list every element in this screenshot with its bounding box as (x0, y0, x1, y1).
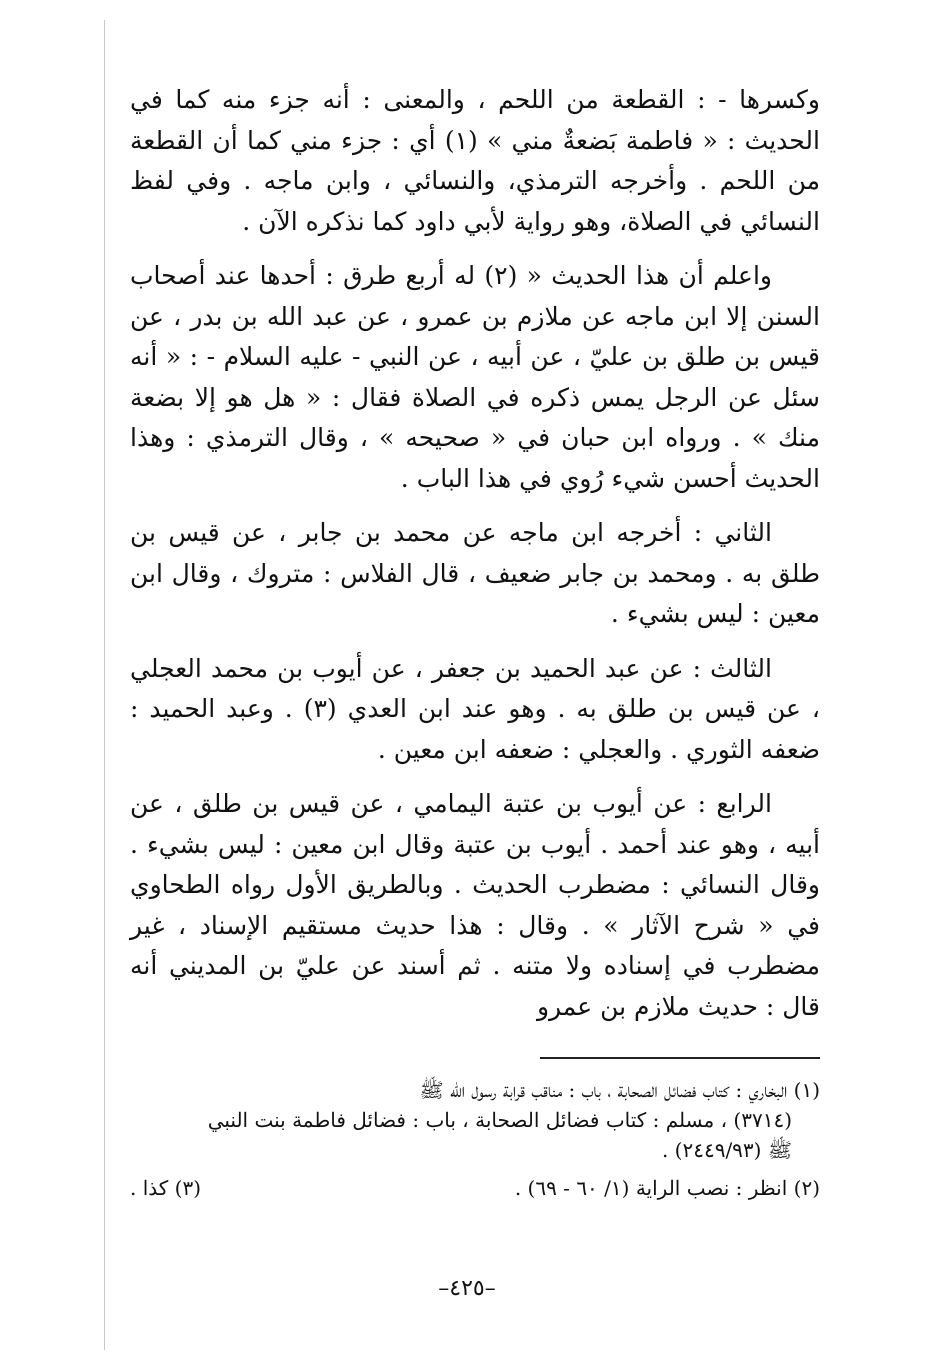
footnote-3: (٣) كذا . (130, 1176, 202, 1200)
page-number: –٤٢٥– (438, 1276, 496, 1301)
footnotes (130, 1075, 820, 1203)
main-text (130, 80, 820, 1041)
footnote-1-line-1: (١) البخاري : كتاب فضائل الصحابة ، باب : مناقب قرابة رسول الله ﷺ (419, 1078, 820, 1102)
paragraph-3: الثاني : أخرجه ابن ماجه عن محمد بن جابر ، عن قيس بن طلق به . ومحمد بن جابر ضعيف ، قال الفلاس : متروك ، وقال ابن معين : ليس بشيء . (130, 518, 820, 628)
paragraph-5: الرابع : عن أيوب بن عتبة اليمامي ، عن قيس بن طلق ، عن أبيه ، وهو عند أحمد . أيوب بن عتبة وقال ابن معين : ليس بشيء . وقال النسائي : مضطرب الحديث . وبالطريق الأول رواه الطحاوي في « شرح الآثار » . وقال : هذا حديث مستقيم الإسناد ، غير مضطرب في إسناده ولا متنه . ثم أسند عن عليّ بن المديني أنه قال : حديث ملازم بن عمرو (130, 789, 820, 1021)
paragraph-1: وكسرها - : القطعة من اللحم ، والمعنى : أنه جزء منه كما في الحديث : « فاطمة بَضعةٌ مني » (١) أي : جزء مني كما أن القطعة من اللحم . وأخرجه الترمذي، والنسائي ، وابن ماجه . وفي لفظ النسائي في الصلاة، وهو رواية لأبي داود كما نذكره الآن . (130, 85, 820, 236)
footnote-separator (540, 1057, 820, 1059)
footnote-1-line-3: ﷺ (٢٤٤٩/٩٣) . (661, 1138, 792, 1162)
paragraph-2: واعلم أن هذا الحديث « (٢) له أربع طرق : أحدها عند أصحاب السنن إلا ابن ماجه عن ملازم بن عمرو ، عن عبد الله بن بدر ، عن قيس بن طلق بن عليّ ، عن أبيه ، عن النبي - عليه السلام - : « أنه سئل عن الرجل يمس ذكره في الصلاة فقال : « هل هو إلا بضعة منك » . ورواه ابن حبان في « صحيحه » ، وقال الترمذي : وهذا الحديث أحسن شيء رُوي في هذا الباب . (130, 261, 820, 493)
scan-margin-line (104, 20, 105, 1350)
footnote-1-line-2: (٣٧١٤) ، مسلم : كتاب فضائل الصحابة ، باب : فضائل فاطمة بنت النبي (207, 1108, 792, 1132)
footnote-2: (٢) انظر : نصب الراية (١/ ٦٠ - ٦٩) . (514, 1176, 820, 1200)
footnote-row-2-3 (130, 1173, 820, 1203)
paragraph-4: الثالث : عن عبد الحميد بن جعفر ، عن أيوب بن محمد العجلي ، عن قيس بن طلق به . وهو عند ابن العدي (٣) . وعبد الحميد : ضعفه الثوري . والعجلي : ضعفه ابن معين . (130, 653, 820, 764)
